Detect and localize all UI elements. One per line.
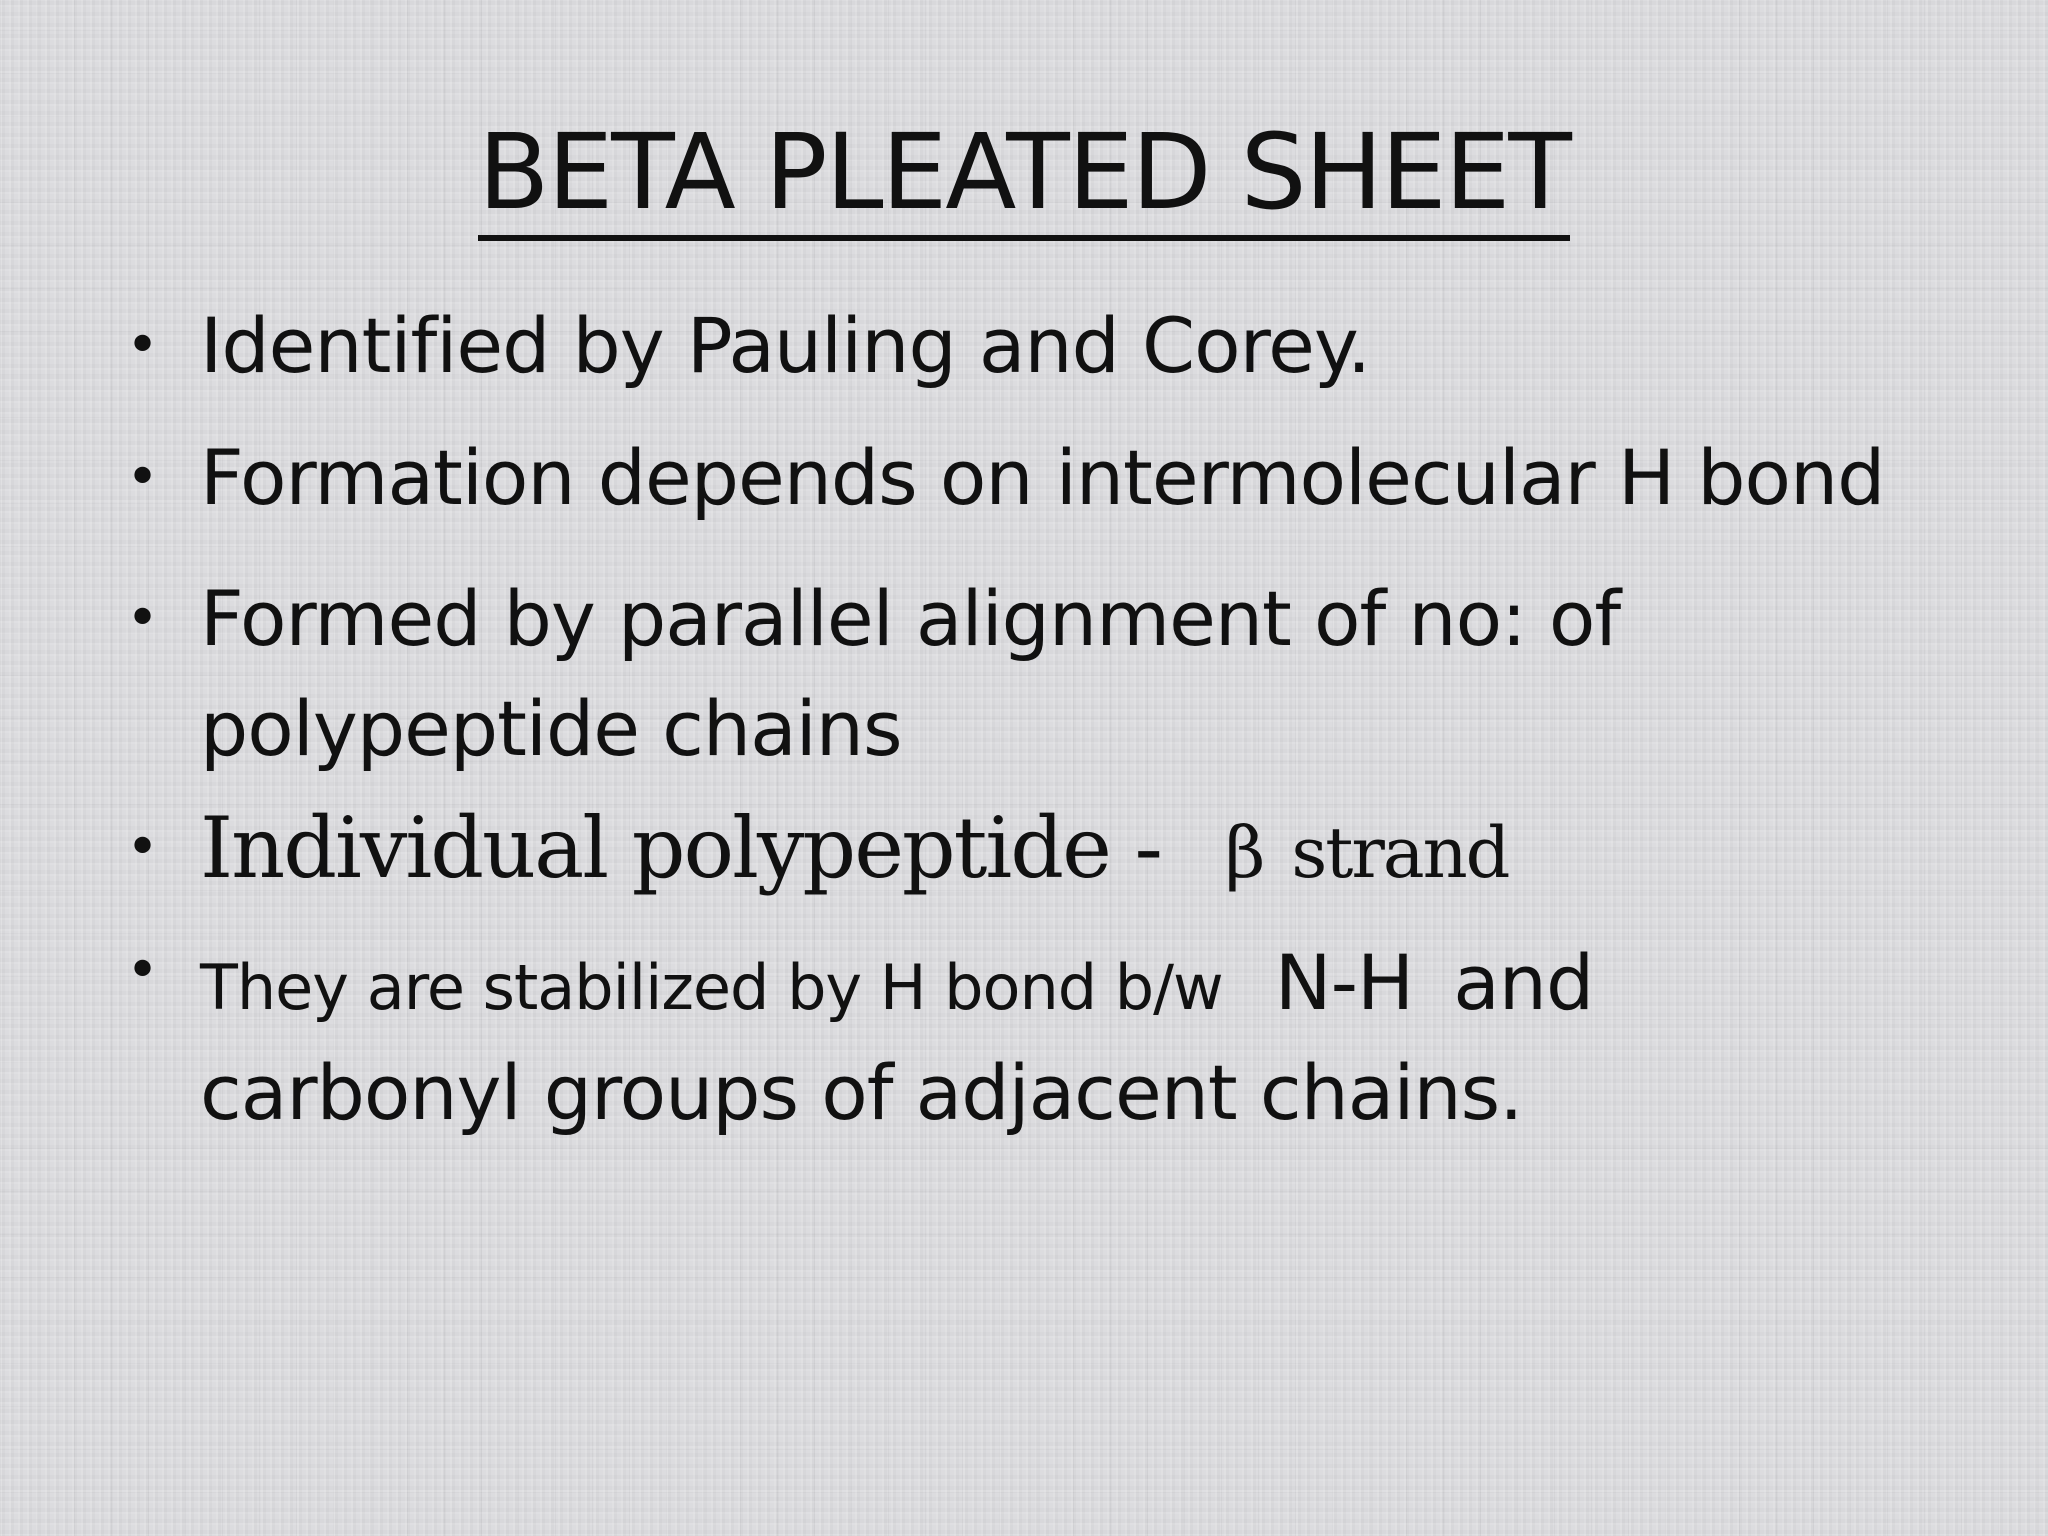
bullet-text: Formation depends on intermolecular H bond <box>200 433 1885 522</box>
beta-symbol: β <box>1224 812 1264 894</box>
strand-label: strand <box>1291 812 1509 894</box>
bullet-dot-icon: • <box>126 445 159 510</box>
bullet-text-part-1: They are stabilized by H bond b/w <box>200 951 1223 1024</box>
bullet-text-line-2: carbonyl groups of adjacent chains. <box>200 1048 1523 1137</box>
bullet-item-pauling-corey <box>126 300 2000 392</box>
nh-group-label: N-H <box>1274 938 1414 1027</box>
bullet-text-line-2: polypeptide chains <box>200 684 902 773</box>
bullet-item-stabilized <box>126 938 2000 1148</box>
slide-title <box>0 110 2048 234</box>
slide-title-text: BETA PLEATED SHEET <box>478 111 1570 241</box>
bullet-dot-icon: • <box>126 586 159 651</box>
bullet-dot-icon: • <box>126 313 159 378</box>
bullet-text: Identified by Pauling and Corey. <box>200 301 1371 390</box>
bullet-item-parallel-alignment <box>126 564 2000 784</box>
bullet-dot-icon: • <box>126 938 160 1003</box>
bullet-text-and: and <box>1453 938 1594 1027</box>
bullet-item-h-bond <box>126 432 2000 524</box>
bullet-dot-icon: • <box>126 815 158 880</box>
bullet-text: Individual polypeptide - <box>200 799 1161 897</box>
bullet-text-line-1: Formed by parallel alignment of no: of <box>200 574 1621 663</box>
bullet-item-beta-strand <box>126 798 2000 903</box>
